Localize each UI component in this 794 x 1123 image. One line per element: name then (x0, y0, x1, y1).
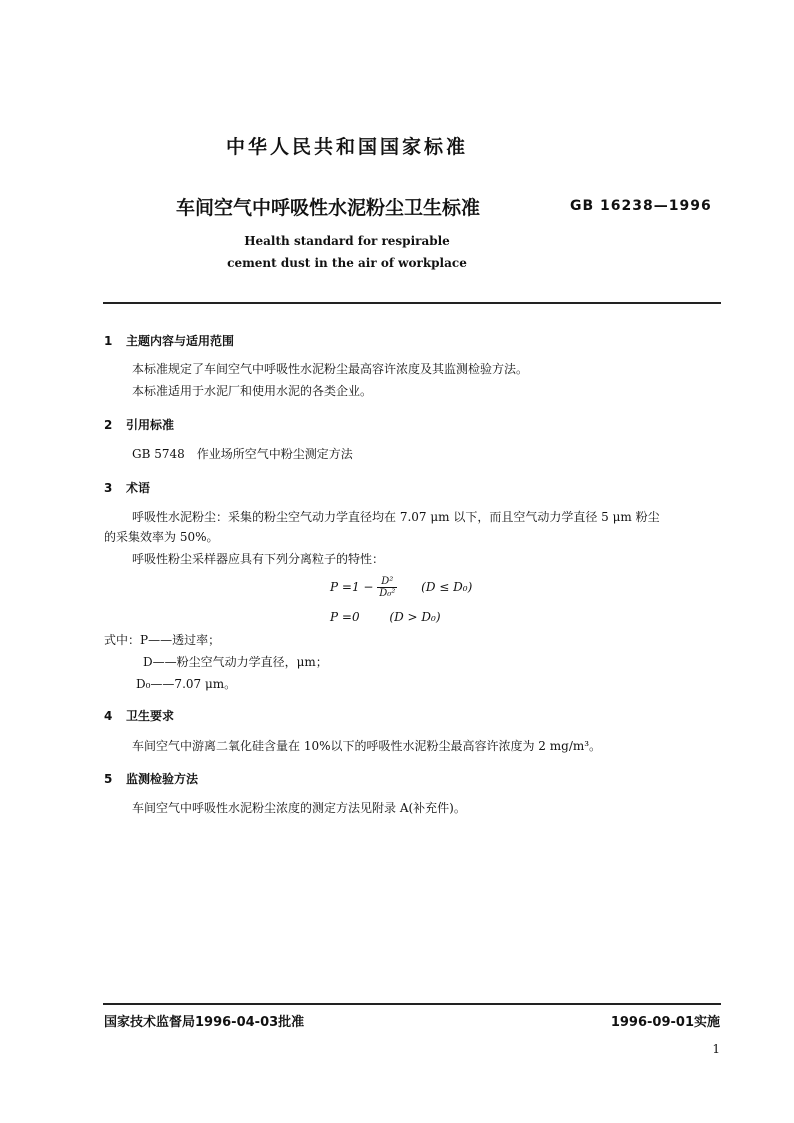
where-clause-line3: D₀——7.07 μm。 (136, 677, 237, 691)
formula-1-denominator: D₀² (379, 588, 396, 599)
formula-1-fraction (377, 576, 397, 599)
header-divider (103, 302, 721, 304)
page-number: 1 (712, 1042, 720, 1056)
english-title-line1: Health standard for respirable (244, 234, 450, 248)
footer-divider (103, 1003, 721, 1005)
section-3-heading: 3 术语 (104, 481, 151, 495)
english-title-line2: cement dust in the air of workplace (227, 256, 467, 270)
document-title: 车间空气中呼吸性水泥粉尘卫生标准 (176, 197, 481, 219)
formula-1-lhs: P =1 − (330, 580, 374, 594)
section-3-definition-line2: 的采集效率为 50%。 (104, 530, 219, 544)
section-4-paragraph: 车间空气中游离二氧化硅含量在 10%以下的呼吸性水泥粉尘最高容许浓度为 2 mg/m³。 (132, 739, 602, 753)
section-1-heading: 1 主题内容与适用范围 (104, 334, 235, 348)
formula-2-condition: (D > D₀) (389, 610, 441, 624)
section-4-heading: 4 卫生要求 (104, 709, 175, 723)
formula-2 (330, 610, 441, 624)
approval-line: 国家技术监督局1996-04-03批准 (104, 1015, 305, 1030)
national-standard-heading: 中华人民共和国国家标准 (225, 136, 468, 158)
section-2-paragraph: GB 5748 作业场所空气中粉尘测定方法 (132, 447, 353, 461)
where-clause-line1: 式中：P——透过率； (104, 633, 221, 647)
formula-1 (330, 573, 472, 601)
formula-2-expression: P =0 (330, 610, 360, 624)
implementation-date: 1996-09-01实施 (610, 1015, 720, 1030)
standard-code: GB 16238—1996 (570, 198, 712, 214)
section-5-paragraph: 车间空气中呼吸性水泥粉尘浓度的测定方法见附录 A(补充件)。 (132, 801, 466, 815)
section-3-definition-line1: 呼吸性水泥粉尘：采集的粉尘空气动力学直径均在 7.07 μm 以下，而且空气动力学直径 5 μm 粉尘 (132, 510, 660, 524)
formula-1-condition: (D ≤ D₀) (421, 580, 473, 594)
section-2-heading: 2 引用标准 (104, 418, 175, 432)
section-1-paragraph-2: 本标准适用于水泥厂和使用水泥的各类企业。 (132, 384, 373, 398)
formula-1-numerator: D² (377, 576, 397, 588)
section-3-sampler-intro: 呼吸性粉尘采样器应具有下列分离粒子的特性： (132, 552, 385, 566)
section-5-heading: 5 监测检验方法 (104, 772, 199, 786)
section-1-paragraph-1: 本标准规定了车间空气中呼吸性水泥粉尘最高容许浓度及其监测检验方法。 (132, 362, 529, 376)
where-clause-line2: D——粉尘空气动力学直径，μm； (143, 655, 328, 669)
